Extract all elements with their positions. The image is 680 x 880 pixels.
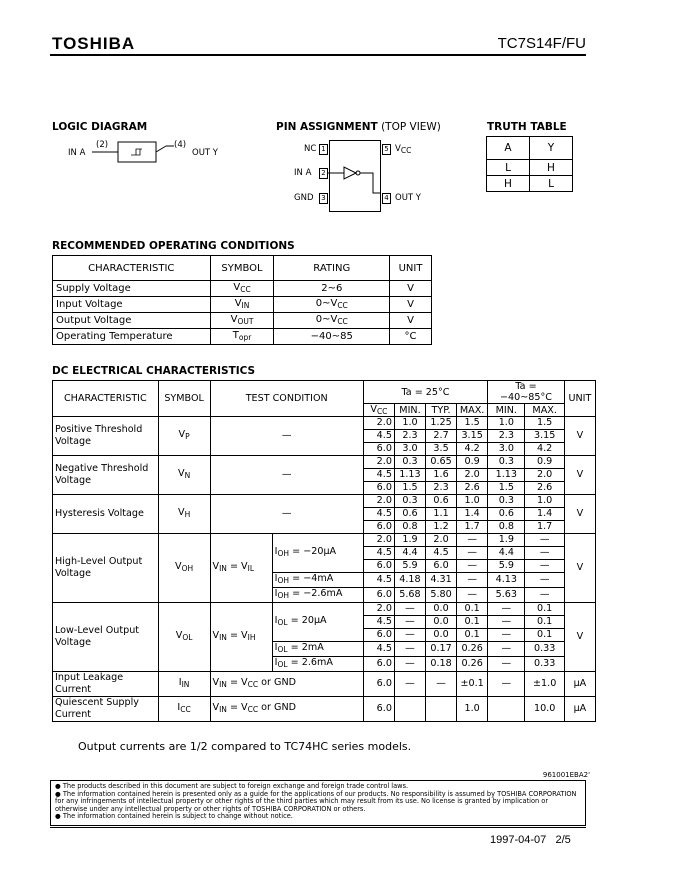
dc-header-taext: Ta = −40~85°C bbox=[488, 381, 565, 404]
dc-vcc: 6.0 bbox=[363, 521, 394, 534]
dc-value: 1.5 bbox=[457, 417, 488, 430]
pin-2-label: IN A bbox=[294, 168, 312, 178]
dc-value: 2.0 bbox=[426, 534, 457, 547]
dc-value: — bbox=[525, 573, 564, 588]
dc-value: 1.4 bbox=[525, 508, 564, 521]
dc-vcc: 2.0 bbox=[363, 603, 394, 616]
logic-in-pin: (2) bbox=[96, 140, 109, 150]
dc-value: 1.5 bbox=[488, 482, 525, 495]
dc-header-min2: MIN. bbox=[488, 404, 525, 417]
dc-value: — bbox=[457, 534, 488, 547]
roc-unit: V bbox=[390, 297, 432, 313]
dc-header-symbol: SYMBOL bbox=[158, 381, 210, 417]
roc-char: Output Voltage bbox=[53, 313, 211, 329]
dc-value: 3.0 bbox=[394, 443, 425, 456]
schmitt-inverter-symbol bbox=[90, 140, 190, 166]
dc-value: 0.1 bbox=[457, 603, 488, 616]
pin-4-label: OUT Y bbox=[395, 193, 421, 203]
truth-cell: H bbox=[487, 176, 530, 192]
dc-header-typ: TYP. bbox=[426, 404, 457, 417]
dc-subcondition: $I_{OL} = 2.6mA$ bbox=[272, 657, 363, 672]
dc-value: 0.1 bbox=[525, 616, 564, 629]
dc-characteristic: Input Leakage Current bbox=[53, 672, 159, 697]
footer-page: 2/5 bbox=[555, 834, 571, 846]
roc-char: Input Voltage bbox=[53, 297, 211, 313]
roc-rating: −40~85 bbox=[274, 329, 390, 345]
dc-characteristic: Low-Level Output Voltage bbox=[53, 603, 159, 672]
dc-symbol: $V_N$ bbox=[158, 456, 210, 495]
disclaimer-box bbox=[50, 780, 586, 826]
pin-assignment-title: PIN ASSIGNMENT bbox=[276, 121, 378, 133]
dc-value: ±1.0 bbox=[525, 672, 564, 697]
dc-condition: — bbox=[210, 456, 363, 495]
dc-condition: — bbox=[210, 495, 363, 534]
dc-value: 2.3 bbox=[488, 430, 525, 443]
dc-vcc: 6.0 bbox=[363, 560, 394, 573]
pin-assignment-header bbox=[276, 121, 441, 133]
pin-assignment-subtitle: (TOP VIEW) bbox=[381, 121, 441, 133]
truth-header-a: A bbox=[487, 137, 530, 160]
dc-value: 2.7 bbox=[426, 430, 457, 443]
dc-value: — bbox=[488, 616, 525, 629]
dc-value: 1.7 bbox=[457, 521, 488, 534]
dc-value: 0.1 bbox=[457, 616, 488, 629]
logic-diagram bbox=[52, 140, 252, 170]
dc-value: — bbox=[457, 588, 488, 603]
truth-cell: L bbox=[530, 176, 573, 192]
dc-table bbox=[52, 380, 596, 722]
dc-value: ±0.1 bbox=[457, 672, 488, 697]
dc-row bbox=[53, 495, 596, 508]
dc-value: 0.65 bbox=[426, 456, 457, 469]
dc-characteristic: Positive Threshold Voltage bbox=[53, 417, 159, 456]
dc-vcc: 6.0 bbox=[363, 697, 394, 722]
pin-5-num: 5 bbox=[382, 144, 391, 155]
dc-subcondition: $I_{OL} = 20\mu A$ bbox=[272, 603, 363, 642]
dc-vcc: 6.0 bbox=[363, 629, 394, 642]
dc-value: — bbox=[457, 573, 488, 588]
dc-value: 2.6 bbox=[525, 482, 564, 495]
dc-value: 1.4 bbox=[457, 508, 488, 521]
dc-value: — bbox=[525, 534, 564, 547]
dc-row bbox=[53, 534, 596, 547]
dc-value: — bbox=[394, 603, 425, 616]
dc-characteristic: High-Level Output Voltage bbox=[53, 534, 159, 603]
dc-row bbox=[53, 417, 596, 430]
dc-value: 1.6 bbox=[426, 469, 457, 482]
dc-value: 0.26 bbox=[457, 642, 488, 657]
dc-vcc: 2.0 bbox=[363, 534, 394, 547]
roc-header: RATING bbox=[274, 256, 390, 281]
dc-value: 4.2 bbox=[525, 443, 564, 456]
dc-vcc: 4.5 bbox=[363, 508, 394, 521]
dc-value: 5.63 bbox=[488, 588, 525, 603]
dc-value: — bbox=[426, 672, 457, 697]
dc-subcondition: $I_{OL} = 2mA$ bbox=[272, 642, 363, 657]
dc-row bbox=[53, 672, 596, 697]
dc-value: 1.0 bbox=[457, 697, 488, 722]
pin-diagram bbox=[290, 140, 450, 212]
dc-value: 0.18 bbox=[426, 657, 457, 672]
dc-value: 0.0 bbox=[426, 616, 457, 629]
footer-date: 1997-04-07 bbox=[490, 834, 547, 846]
dc-symbol: $I_{CC}$ bbox=[158, 697, 210, 722]
dc-value: 0.3 bbox=[488, 495, 525, 508]
dc-value: 0.3 bbox=[394, 495, 425, 508]
dc-vcc: 4.5 bbox=[363, 573, 394, 588]
dc-unit: μA bbox=[564, 672, 595, 697]
dc-value: 0.1 bbox=[525, 603, 564, 616]
dc-title: DC ELECTRICAL CHARACTERISTICS bbox=[52, 365, 256, 377]
pin-4-num: 4 bbox=[382, 193, 391, 204]
dc-condition: $V_{IN} = V_{IL}$ bbox=[210, 534, 272, 603]
roc-char: Supply Voltage bbox=[53, 281, 211, 297]
dc-unit: V bbox=[564, 456, 595, 495]
logic-diagram-title: LOGIC DIAGRAM bbox=[52, 121, 148, 133]
dc-value: — bbox=[394, 657, 425, 672]
dc-value bbox=[488, 697, 525, 722]
dc-value: 0.0 bbox=[426, 629, 457, 642]
dc-value: 5.9 bbox=[488, 560, 525, 573]
pin-1-label: NC bbox=[304, 144, 317, 154]
dc-value: 2.6 bbox=[457, 482, 488, 495]
dc-value: — bbox=[525, 560, 564, 573]
dc-vcc: 6.0 bbox=[363, 482, 394, 495]
sym-sub: CC bbox=[240, 285, 251, 294]
dc-unit: μA bbox=[564, 697, 595, 722]
dc-value: 3.15 bbox=[457, 430, 488, 443]
dc-value: — bbox=[488, 672, 525, 697]
dc-unit: V bbox=[564, 417, 595, 456]
dc-value: 0.17 bbox=[426, 642, 457, 657]
dc-value: 3.0 bbox=[488, 443, 525, 456]
dc-vcc: 6.0 bbox=[363, 443, 394, 456]
dc-value: 1.0 bbox=[488, 417, 525, 430]
disclaimer-text: The products described in this document are subject to foreign exchange and foreign trade control laws. bbox=[62, 782, 409, 790]
truth-table-title: TRUTH TABLE bbox=[487, 121, 567, 133]
pin-1-num: 1 bbox=[319, 144, 328, 155]
roc-symbol bbox=[210, 313, 274, 329]
dc-value: 4.18 bbox=[394, 573, 425, 588]
dc-condition: $V_{IN} = V_{CC}$ or GND bbox=[210, 672, 363, 697]
footer bbox=[490, 834, 571, 846]
dc-vcc: 2.0 bbox=[363, 495, 394, 508]
roc-symbol bbox=[210, 281, 274, 297]
dc-value: 1.2 bbox=[426, 521, 457, 534]
pin-5-label: $V_{CC}$ bbox=[395, 144, 412, 155]
dc-subcondition: $I_{OH} = -4mA$ bbox=[272, 573, 363, 588]
dc-value: 4.5 bbox=[426, 547, 457, 560]
roc-rating bbox=[274, 313, 390, 329]
dc-characteristic: Hysteresis Voltage bbox=[53, 495, 159, 534]
roc-table bbox=[52, 255, 432, 345]
rating-sub: CC bbox=[337, 301, 348, 310]
rating: 0~V bbox=[315, 298, 338, 309]
dc-header-vcc bbox=[363, 404, 394, 417]
dc-subcondition: $I_{OH} = -20\mu A$ bbox=[272, 534, 363, 573]
dc-symbol: $I_{IN}$ bbox=[158, 672, 210, 697]
header-divider bbox=[50, 54, 586, 56]
dc-value: 0.0 bbox=[426, 603, 457, 616]
dc-value: 3.5 bbox=[426, 443, 457, 456]
dc-value: — bbox=[525, 588, 564, 603]
dc-vcc: 4.5 bbox=[363, 469, 394, 482]
dc-subcondition: $I_{OH} = -2.6mA$ bbox=[272, 588, 363, 603]
dc-value: — bbox=[488, 629, 525, 642]
dc-value: 1.9 bbox=[488, 534, 525, 547]
dc-value: 4.4 bbox=[488, 547, 525, 560]
dc-value: 0.8 bbox=[394, 521, 425, 534]
dc-value: 1.0 bbox=[457, 495, 488, 508]
sym-sub: OUT bbox=[237, 317, 254, 326]
dc-condition: $V_{IN} = V_{IH}$ bbox=[210, 603, 272, 672]
dc-value: 0.33 bbox=[525, 657, 564, 672]
dc-header-max2: MAX. bbox=[525, 404, 564, 417]
dc-value: 1.9 bbox=[394, 534, 425, 547]
truth-table bbox=[486, 136, 573, 192]
sym: V bbox=[234, 298, 242, 309]
dc-value: — bbox=[457, 560, 488, 573]
dc-value: 2.0 bbox=[525, 469, 564, 482]
dc-value: 5.9 bbox=[394, 560, 425, 573]
dc-vcc: 4.5 bbox=[363, 616, 394, 629]
rating-sub: CC bbox=[337, 317, 348, 326]
dc-value: 1.25 bbox=[426, 417, 457, 430]
roc-rating: 2~6 bbox=[274, 281, 390, 297]
logic-in-label: IN A bbox=[68, 148, 86, 158]
roc-symbol bbox=[210, 297, 274, 313]
dc-symbol: $V_{OL}$ bbox=[158, 603, 210, 672]
pin-3-num: 3 bbox=[319, 193, 328, 204]
dc-value: — bbox=[394, 672, 425, 697]
dc-value: 4.4 bbox=[394, 547, 425, 560]
disclaimer-item: ● The information contained herein is subject to change without notice. bbox=[55, 812, 293, 820]
dc-value: 0.6 bbox=[488, 508, 525, 521]
internal-gate-icon bbox=[328, 160, 388, 200]
roc-unit: V bbox=[390, 281, 432, 297]
truth-cell: H bbox=[530, 160, 573, 176]
dc-value: — bbox=[394, 629, 425, 642]
dc-value: 1.5 bbox=[394, 482, 425, 495]
dc-value: 1.5 bbox=[525, 417, 564, 430]
dc-value: 3.15 bbox=[525, 430, 564, 443]
part-number: TC7S14F/FU bbox=[497, 35, 586, 52]
disclaimer-item: ● The information contained herein is presented only as a guide for the applications of our products. No responsibility is assumed by TOSHIBA CORPORATION for any infringements of intellectual property or other rights of the third parties which may result from its use. No license is granted by implication or otherwise under any intellectual property or other rights of TOSHIBA CORPORATION or others. bbox=[55, 789, 577, 813]
dc-value: — bbox=[394, 616, 425, 629]
dc-value bbox=[426, 697, 457, 722]
dc-value: 0.8 bbox=[488, 521, 525, 534]
footer-divider bbox=[50, 827, 586, 828]
dc-unit: V bbox=[564, 603, 595, 672]
dc-value: 0.9 bbox=[525, 456, 564, 469]
dc-value: — bbox=[525, 547, 564, 560]
dc-value: 0.9 bbox=[457, 456, 488, 469]
dc-row bbox=[53, 697, 596, 722]
disclaimer-text: The information contained herein is presented only as a guide for the applications of our products. No responsibility is assumed by TOSHIBA CORPORATION for any infringements of intellectual property or other rights of the third parties which may result from its use. No license is granted by implication or otherwise under any intellectual property or other rights of TOSHIBA CORPORATION or others. bbox=[55, 789, 577, 813]
dc-value: 1.0 bbox=[525, 495, 564, 508]
sym-sub: opr bbox=[238, 333, 252, 342]
dc-characteristic: Quiescent Supply Current bbox=[53, 697, 159, 722]
dc-vcc: 6.0 bbox=[363, 657, 394, 672]
roc-char: Operating Temperature bbox=[53, 329, 211, 345]
dc-value: 1.7 bbox=[525, 521, 564, 534]
dc-vcc: 4.5 bbox=[363, 547, 394, 560]
dc-value: 2.3 bbox=[426, 482, 457, 495]
dc-vcc: 2.0 bbox=[363, 456, 394, 469]
vcc-v: V bbox=[370, 404, 377, 415]
dc-value: 2.0 bbox=[457, 469, 488, 482]
dc-value: 1.13 bbox=[488, 469, 525, 482]
dc-vcc: 4.5 bbox=[363, 430, 394, 443]
vcc-sub: CC bbox=[376, 407, 388, 416]
dc-value: 2.3 bbox=[394, 430, 425, 443]
brand-logo: TOSHIBA bbox=[52, 34, 136, 53]
dc-condition: $V_{IN} = V_{CC}$ or GND bbox=[210, 697, 363, 722]
dc-value: — bbox=[488, 603, 525, 616]
dc-row bbox=[53, 456, 596, 469]
dc-symbol: $V_H$ bbox=[158, 495, 210, 534]
dc-value: — bbox=[457, 547, 488, 560]
dc-value: 5.68 bbox=[394, 588, 425, 603]
dc-value: 4.13 bbox=[488, 573, 525, 588]
logic-out-label: OUT Y bbox=[192, 148, 218, 158]
dc-value: 0.3 bbox=[488, 456, 525, 469]
dc-value: 6.0 bbox=[426, 560, 457, 573]
dc-header-ta25: Ta = 25°C bbox=[363, 381, 487, 404]
sym-sub: IN bbox=[241, 301, 250, 310]
dc-value: 4.2 bbox=[457, 443, 488, 456]
sym: V bbox=[233, 282, 241, 293]
rating: 0~V bbox=[315, 314, 338, 325]
dc-symbol: $V_{OH}$ bbox=[158, 534, 210, 603]
dc-value: 10.0 bbox=[525, 697, 564, 722]
sym: T bbox=[232, 330, 239, 341]
roc-header: CHARACTERISTIC bbox=[53, 256, 211, 281]
dc-value: 4.31 bbox=[426, 573, 457, 588]
dc-header-max: MAX. bbox=[457, 404, 488, 417]
dc-value: 1.0 bbox=[394, 417, 425, 430]
roc-header: SYMBOL bbox=[210, 256, 274, 281]
logic-out-pin: (4) bbox=[174, 140, 187, 150]
dc-vcc: 4.5 bbox=[363, 642, 394, 657]
dc-value: — bbox=[488, 642, 525, 657]
roc-symbol bbox=[210, 329, 274, 345]
pin-3-label: GND bbox=[294, 193, 314, 203]
dc-value: 1.13 bbox=[394, 469, 425, 482]
dc-row bbox=[53, 603, 596, 616]
dc-header-test: TEST CONDITION bbox=[210, 381, 363, 417]
roc-unit: °C bbox=[390, 329, 432, 345]
doc-code: 961001EBA2' bbox=[542, 771, 590, 779]
dc-value: 0.33 bbox=[525, 642, 564, 657]
dc-unit: V bbox=[564, 495, 595, 534]
sym: V bbox=[230, 314, 238, 325]
dc-value: 0.6 bbox=[394, 508, 425, 521]
dc-value: 5.80 bbox=[426, 588, 457, 603]
roc-title: RECOMMENDED OPERATING CONDITIONS bbox=[52, 240, 295, 252]
roc-unit: V bbox=[390, 313, 432, 329]
dc-vcc: 6.0 bbox=[363, 672, 394, 697]
truth-header-y: Y bbox=[530, 137, 573, 160]
dc-characteristic: Negative Threshold Voltage bbox=[53, 456, 159, 495]
disclaimer-item: ● The products described in this document are subject to foreign exchange and foreign trade control laws. bbox=[55, 782, 409, 790]
dc-value: — bbox=[488, 657, 525, 672]
dc-value bbox=[394, 697, 425, 722]
dc-vcc: 2.0 bbox=[363, 417, 394, 430]
dc-symbol: $V_P$ bbox=[158, 417, 210, 456]
dc-value: — bbox=[394, 642, 425, 657]
dc-value: 0.6 bbox=[426, 495, 457, 508]
dc-header-min: MIN. bbox=[394, 404, 425, 417]
dc-unit: V bbox=[564, 534, 595, 603]
roc-rating bbox=[274, 297, 390, 313]
dc-value: 1.1 bbox=[426, 508, 457, 521]
pin-2-num: 2 bbox=[319, 168, 328, 179]
note-text: Output currents are 1/2 compared to TC74HC series models. bbox=[78, 740, 412, 753]
dc-value: 0.1 bbox=[525, 629, 564, 642]
roc-header: UNIT bbox=[390, 256, 432, 281]
dc-condition: — bbox=[210, 417, 363, 456]
dc-header-char: CHARACTERISTIC bbox=[53, 381, 159, 417]
dc-value: 0.1 bbox=[457, 629, 488, 642]
dc-vcc: 6.0 bbox=[363, 588, 394, 603]
dc-value: 0.3 bbox=[394, 456, 425, 469]
disclaimer-text: The information contained herein is subject to change without notice. bbox=[62, 812, 293, 820]
dc-value: 0.26 bbox=[457, 657, 488, 672]
dc-header-unit: UNIT bbox=[564, 381, 595, 417]
truth-cell: L bbox=[487, 160, 530, 176]
